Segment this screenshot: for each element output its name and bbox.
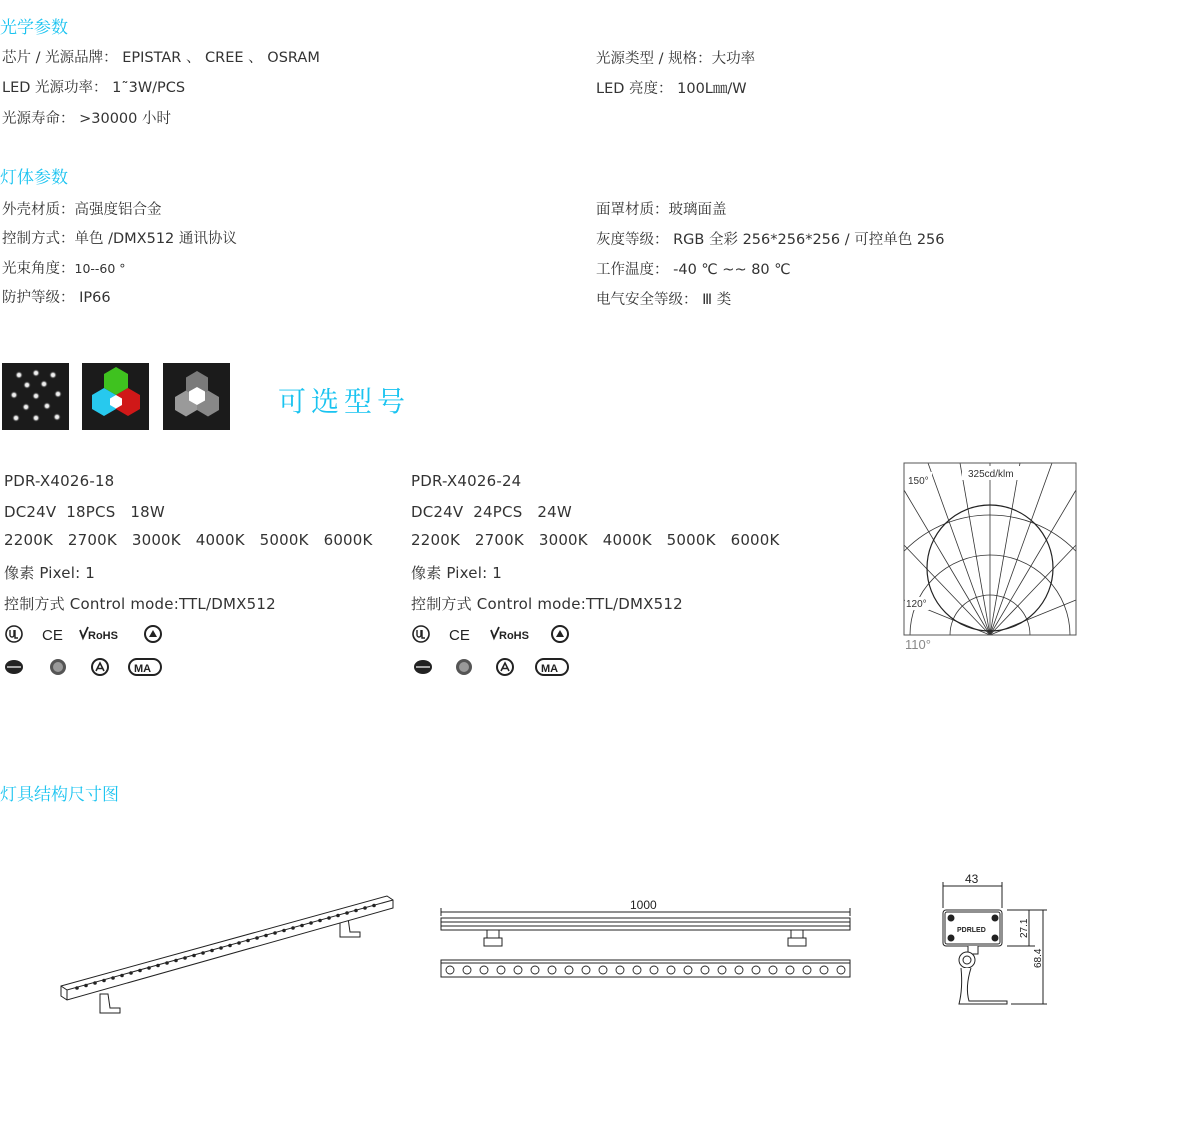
cqc-icon [456,659,472,675]
spec-operating-temp: 工作温度： -40 ℃ ~~ 80 ℃ [596,262,791,278]
cqc-icon [50,659,66,675]
polar-distribution-diagram [900,460,1085,655]
cal-icon [92,659,108,675]
svg-text:MA: MA [134,663,152,675]
model-2-control: 控制方式 Control mode:TTL/DMX512 [411,595,683,613]
model-1-name: PDR-X4026-18 [4,472,115,490]
svg-text:RoHS: RoHS [88,630,118,642]
dim-width-label: 43 [965,872,979,886]
spec-lifetime: 光源寿命： >30000 小时 [2,111,171,127]
cnas-icon [5,660,23,674]
model-1-control: 控制方式 Control mode:TTL/DMX512 [4,595,276,613]
spec-control-method: 控制方式：单色 /DMX512 通讯协议 [2,231,237,247]
recycle-icon [145,626,161,642]
model-2-cct: 2200K 2700K 3000K 4000K 5000K 6000K [411,531,780,549]
spec-light-type: 光源类型 / 规格：大功率 [596,51,756,67]
rohs-icon [491,627,529,642]
fixture-end-drawing [935,870,1055,1015]
polar-angle-110: 110° [905,637,931,652]
model-2-power: DC24V 24PCS 24W [411,503,572,521]
polar-angle-150: 150° [908,476,929,487]
polar-top-label: 325cd/klm [968,469,1014,480]
ce-icon: CE [449,627,470,644]
model-1-pixel: 像素 Pixel: 1 [4,564,96,582]
cma-icon [536,659,568,675]
tile-rgb-hexagons [82,363,149,430]
model-2-name: PDR-X4026-24 [411,472,522,490]
tile-single-color-dots [2,363,69,430]
ul-icon [413,626,429,642]
ce-icon: CE [42,627,63,644]
model-2-cert-icons [411,624,581,682]
fixture-perspective-drawing [55,888,400,1016]
cma-icon [129,659,161,675]
polar-angle-120: 120° [906,599,927,610]
ul-icon [6,626,22,642]
model-1-cct: 2200K 2700K 3000K 4000K 5000K 6000K [4,531,373,549]
model-1-power: DC24V 18PCS 18W [4,503,165,521]
spec-electrical-safety: 电气安全等级： Ⅲ 类 [596,292,732,308]
spec-led-brightness: LED 亮度： 100L㎜/W [596,81,747,97]
brand-label: PDRLED [957,927,986,934]
fixture-front-drawing [436,896,856,986]
dim-length-label: 1000 [630,898,657,912]
body-section-title: 灯体参数 [0,168,68,188]
rohs-icon [80,627,118,642]
cnas-icon [414,660,432,674]
optional-models-title: 可选型号 [278,385,411,418]
dim-height-small-label: 27.1 [1019,918,1030,938]
spec-ip-rating: 防护等级： IP66 [2,290,111,306]
dimension-section-title: 灯具结构尺寸图 [0,785,119,805]
spec-beam-angle: 光束角度：10--60 ° [2,261,126,277]
tile-gray-hexagons [163,363,230,430]
optical-section-title: 光学参数 [0,18,68,38]
spec-chip-brand: 芯片 / 光源品牌： EPISTAR 、 CREE 、 OSRAM [2,50,320,66]
model-1-cert-icons [4,624,174,682]
cal-icon [497,659,513,675]
svg-text:MA: MA [541,663,559,675]
model-2-pixel: 像素 Pixel: 1 [411,564,503,582]
spec-cover-material: 面罩材质：玻璃面盖 [596,202,727,218]
spec-grayscale: 灰度等级： RGB 全彩 256*256*256 / 可控单色 256 [596,232,945,248]
svg-text:RoHS: RoHS [499,630,529,642]
spec-led-power: LED 光源功率： 1˜3W/PCS [2,80,186,96]
dim-height-total-label: 68.4 [1033,948,1044,968]
spec-housing-material: 外壳材质：高强度铝合金 [2,202,162,218]
recycle-icon [552,626,568,642]
